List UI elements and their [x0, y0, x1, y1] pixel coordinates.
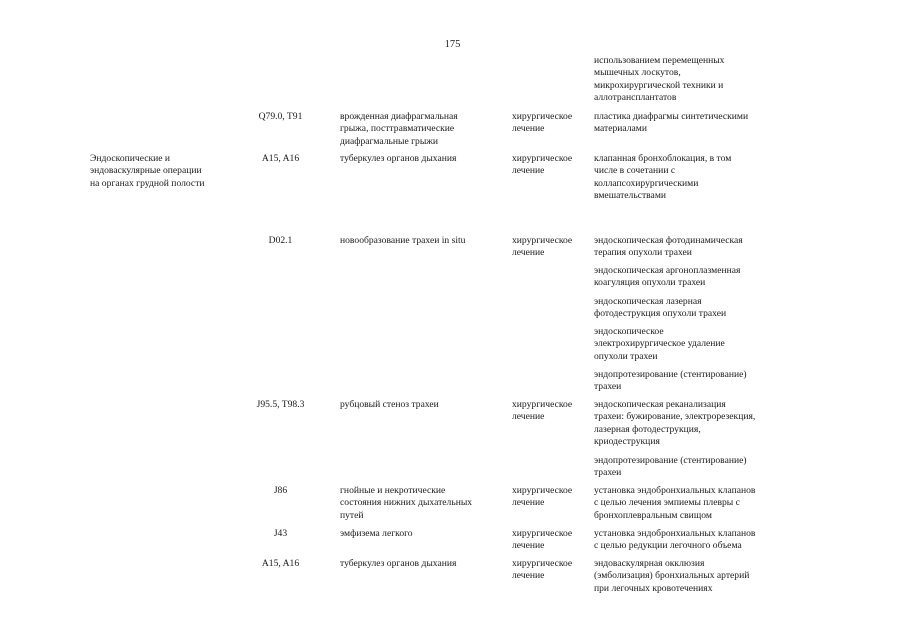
method-cell: эндопротезирование (стентирование) трахеи — [594, 455, 747, 479]
method-cell: эндопротезирование (стентирование) трахеи — [594, 369, 747, 393]
model-cell: эмфизема легкого — [340, 528, 413, 539]
group-label: Эндоскопические и эндоваскулярные операции на органах грудной полости — [90, 153, 205, 189]
method-cell: использованием перемещенных мышечных лоскутов, микрохирургической техники и аллотрансплантатов — [594, 55, 725, 104]
code-cell: J43 — [273, 528, 288, 539]
model-cell: новообразование трахеи in situ — [340, 235, 466, 246]
page-number: 175 — [444, 39, 461, 50]
code-cell: D02.1 — [268, 235, 293, 246]
method-cell: установка эндобронхиальных клапанов с целью редукции легочного объема — [594, 528, 756, 552]
method-cell: эндоскопическая лазерная фотодеструкция опухоли трахеи — [594, 296, 727, 320]
code-cell: Q79.0, T91 — [258, 111, 303, 122]
model-cell: рубцовый стеноз трахеи — [340, 399, 439, 410]
model-cell: туберкулез органов дыхания — [340, 558, 457, 569]
method-cell: установка эндобронхиальных клапанов с целью лечения эмпиемы плевры с бронхоплевральным свищом — [594, 485, 756, 521]
kind-cell: хирургическое лечение — [512, 153, 573, 177]
method-cell: эндоскопическая реканализация трахеи: бужирование, электрорезекция, лазерная фотодеструкция, криодеструкция — [594, 399, 756, 448]
kind-cell: хирургическое лечение — [512, 111, 573, 135]
kind-cell: хирургическое лечение — [512, 485, 573, 509]
method-cell: эндоскопическая аргоноплазменная коагуляция опухоли трахеи — [594, 265, 741, 289]
method-cell: эндоваскулярная окклюзия (эмболизация) бронхиальных артерий при легочных кровотечениях — [594, 558, 750, 594]
code-cell: J86 — [273, 485, 288, 496]
method-cell: клапанная бронхоблокация, в том числе в сочетании с коллапсохирургическими вмешательствами — [594, 153, 732, 202]
code-cell: A15, A16 — [261, 153, 300, 164]
method-cell: пластика диафрагмы синтетическими материалами — [594, 111, 749, 135]
method-cell: эндоскопическое электрохирургическое удаление опухоли трахеи — [594, 326, 725, 362]
kind-cell: хирургическое лечение — [512, 235, 573, 259]
kind-cell: хирургическое лечение — [512, 528, 573, 552]
kind-cell: хирургическое лечение — [512, 399, 573, 423]
model-cell: гнойные и некротические состояния нижних дыхательных путей — [340, 485, 473, 521]
kind-cell: хирургическое лечение — [512, 558, 573, 582]
code-cell: J95.5, T98.3 — [256, 399, 305, 410]
model-cell: туберкулез органов дыхания — [340, 153, 457, 164]
model-cell: врожденная диафрагмальная грыжа, посттравматические диафрагмальные грыжи — [340, 111, 458, 147]
code-cell: A15, A16 — [261, 558, 300, 569]
method-cell: эндоскопическая фотодинамическая терапия опухоли трахеи — [594, 235, 743, 259]
